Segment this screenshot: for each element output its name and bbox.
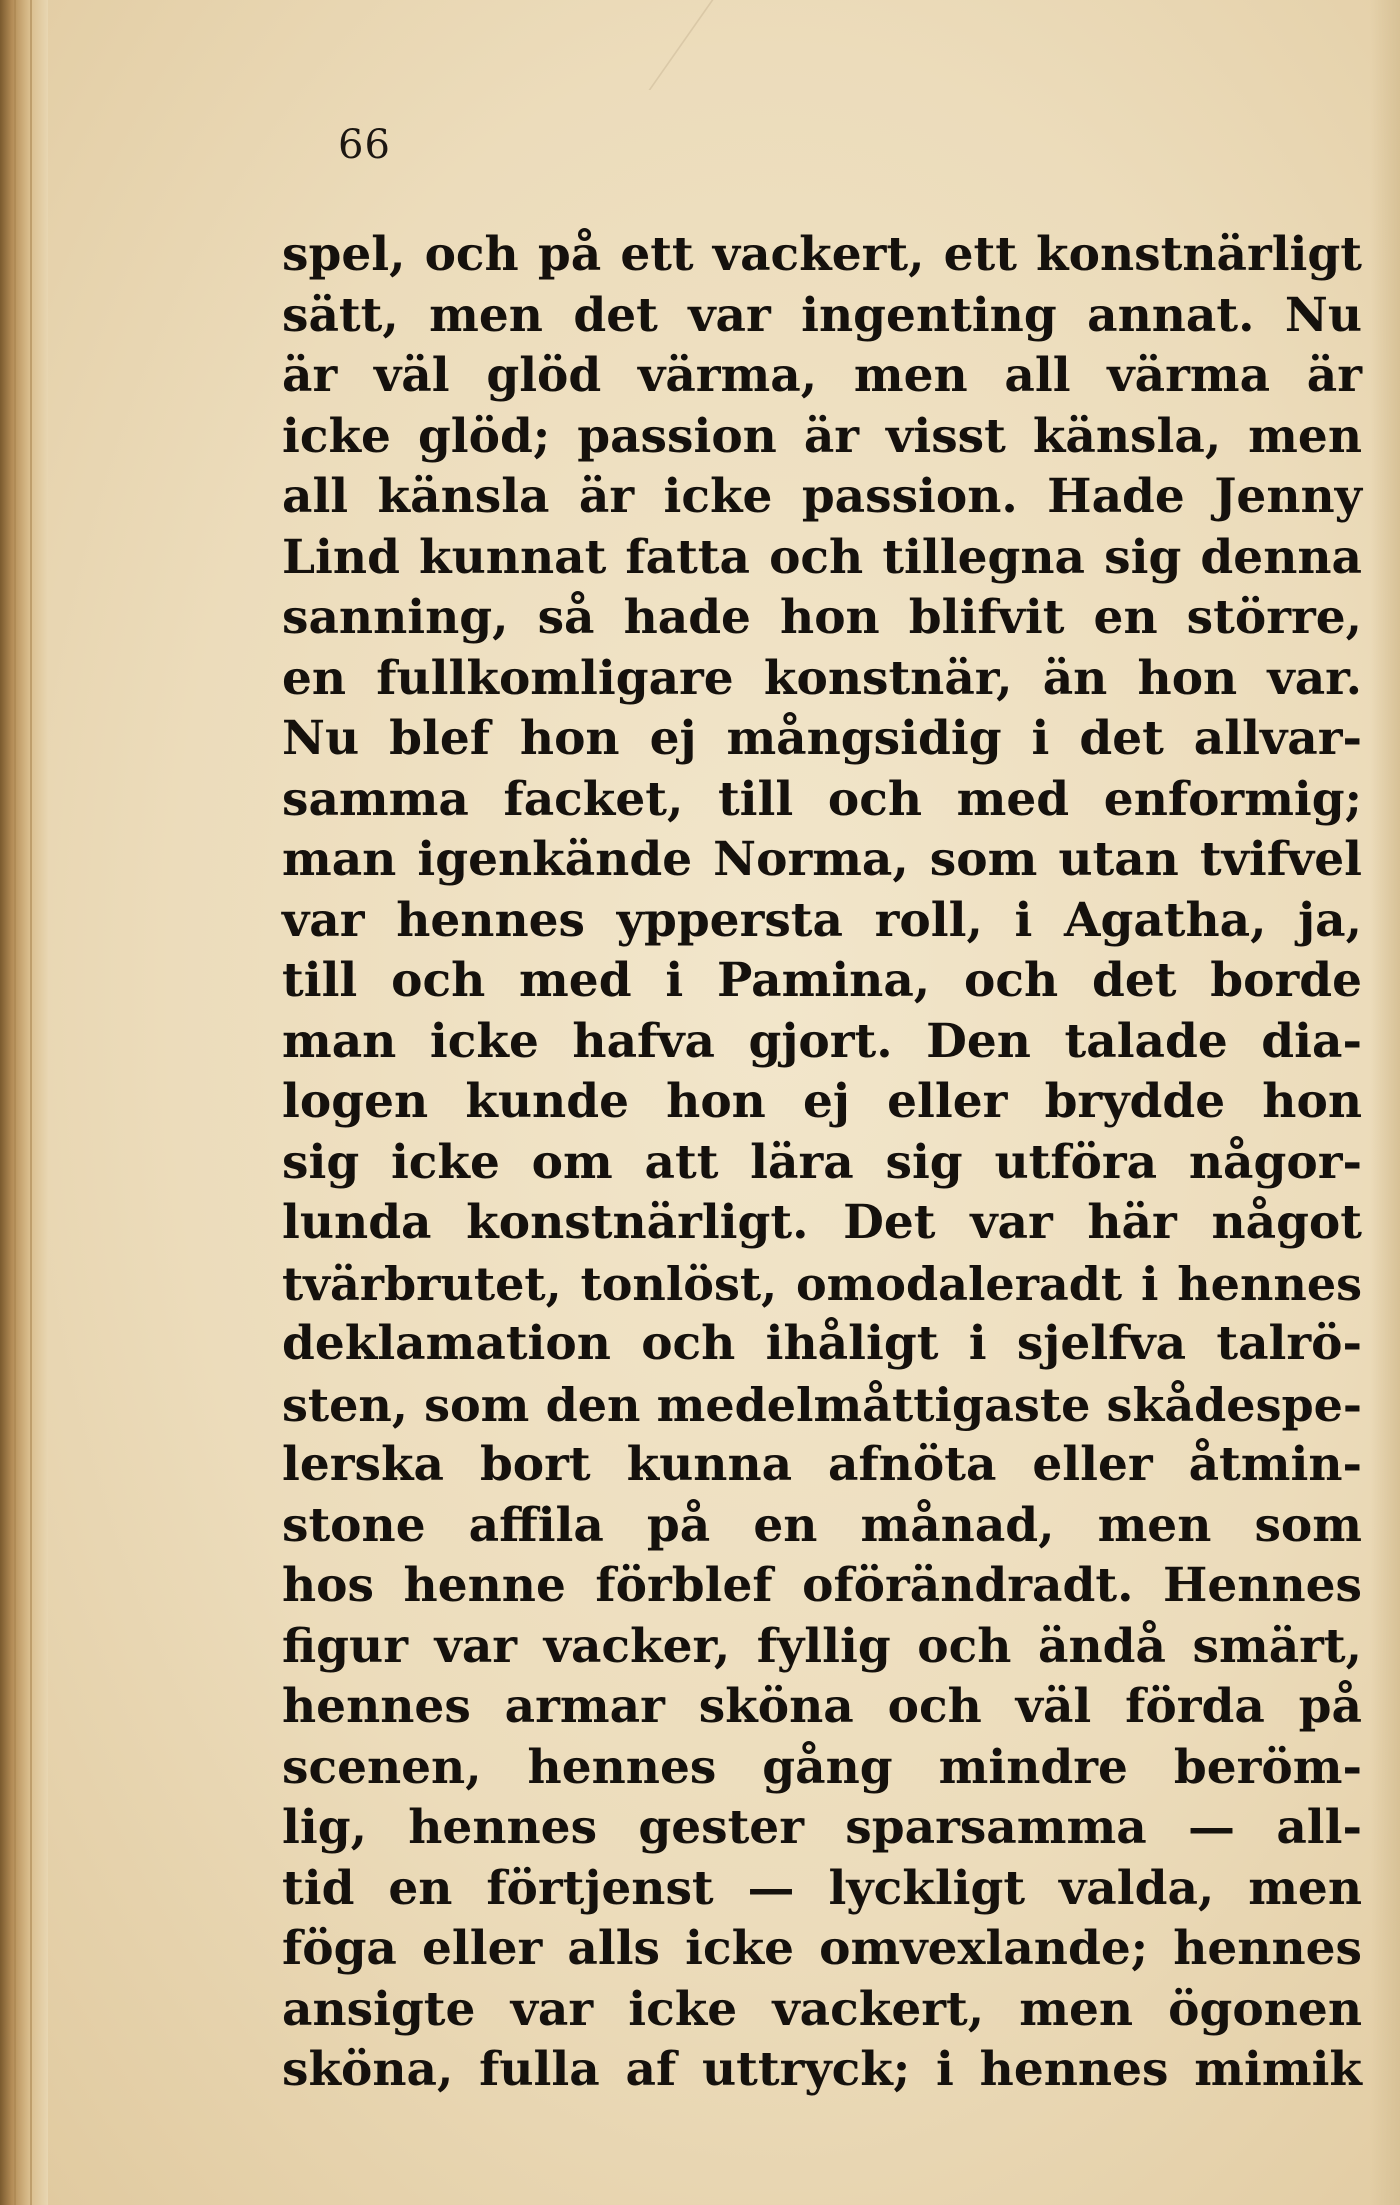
text-line: logen kunde hon ej eller brydde hon [282, 1074, 1362, 1129]
text-line: Nu blef hon ej mångsidig i det allvar- [282, 711, 1362, 766]
text-line: man igenkände Norma, som utan tvifvel [282, 832, 1362, 887]
book-spine [0, 0, 48, 2205]
text-line: hennes armar sköna och väl förda på [282, 1679, 1362, 1734]
text-line: är väl glöd värma, men all värma är [282, 348, 1362, 403]
body-text [282, 225, 1362, 2101]
text-line: ansigte var icke vackert, men ögonen [282, 1981, 1362, 2037]
text-line: sköna, fulla af uttryck; i hennes mimik [282, 2042, 1362, 2097]
text-line: lunda konstnärligt. Det var här något [282, 1195, 1362, 1250]
text-line: var hennes yppersta roll, i Agatha, ja, [282, 892, 1362, 948]
text-line: hos henne förblef oförändradt. Hennes [282, 1558, 1362, 1613]
text-line: Lind kunnat fatta och tillegna sig denna [282, 529, 1362, 585]
text-line: man icke hafva gjort. Den talade dia- [282, 1013, 1362, 1069]
text-line: deklamation och ihåligt i sjelfva talrö- [282, 1316, 1362, 1371]
spine-edge-line [14, 0, 16, 2205]
text-line: en fullkomligare konstnär, än hon var. [282, 650, 1362, 706]
text-line: samma facket, till och med enformig; [282, 771, 1362, 827]
text-line: till och med i Pamina, och det borde [282, 953, 1362, 1008]
text-line: sig icke om att lära sig utföra någor- [282, 1134, 1362, 1190]
paper-crease [528, 0, 713, 90]
text-line: tid en förtjenst — lyckligt valda, men [282, 1860, 1362, 1916]
text-line: lerska bort kunna afnöta eller åtmin- [282, 1437, 1362, 1492]
text-line: stone affila på en månad, men som [282, 1497, 1362, 1553]
text-line: all känsla är icke passion. Hade Jenny [282, 469, 1362, 524]
text-line: föga eller alls icke omvexlande; hennes [282, 1921, 1362, 1976]
text-line: lig, hennes gester sparsamma — all- [282, 1800, 1362, 1855]
text-line: sätt, men det var ingenting annat. Nu [282, 287, 1362, 343]
text-line: icke glöd; passion är visst känsla, men [282, 408, 1362, 464]
text-line: figur var vacker, fyllig och ändå smärt, [282, 1618, 1362, 1674]
text-line: sanning, så hade hon blifvit en större, [282, 590, 1362, 645]
text-line: sten, som den medelmåttigaste skådespe- [282, 1377, 1362, 1432]
page-edge-shadow [1370, 0, 1400, 2205]
text-line: tvärbrutet, tonlöst, omodaleradt i hennes [282, 1256, 1362, 1311]
text-line: scenen, hennes gång mindre beröm- [282, 1739, 1362, 1795]
text-line: spel, och på ett vackert, ett konstnärligt [282, 227, 1362, 282]
page-number: 66 [338, 122, 391, 168]
spine-edge-line [30, 0, 32, 2205]
